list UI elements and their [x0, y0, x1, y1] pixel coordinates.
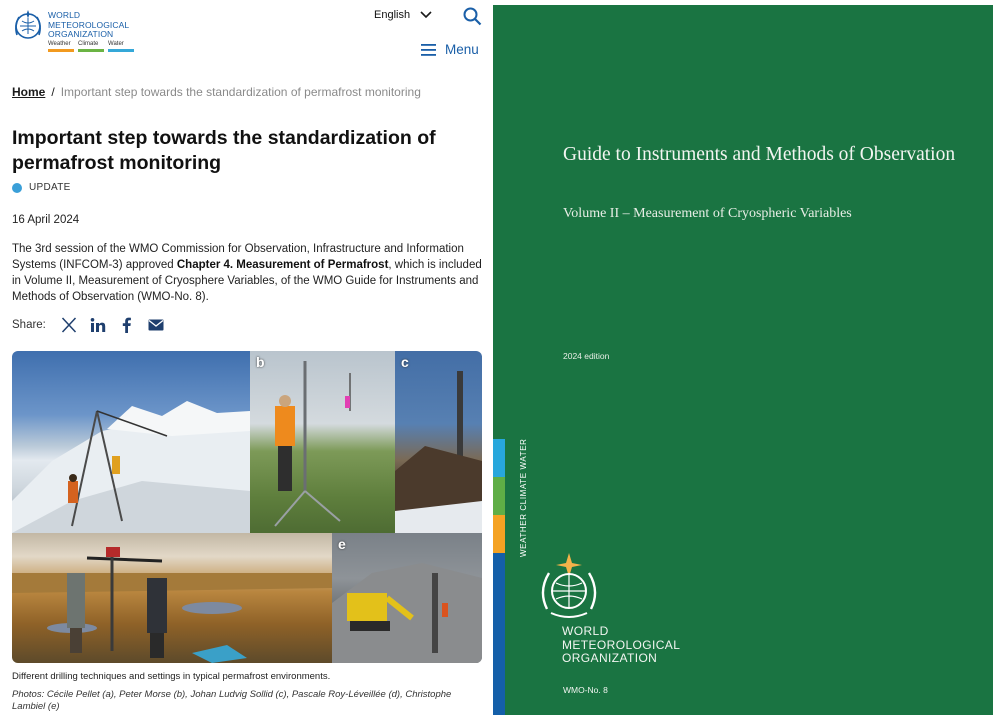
share-facebook-button[interactable] [118, 316, 136, 334]
photo-collage[interactable] [12, 351, 482, 663]
wmo-logo[interactable] [12, 7, 142, 53]
photo-c-drill-rig [395, 351, 482, 533]
article-title: Important step towards the standardization of permafrost monitoring [12, 127, 436, 174]
menu-label: Menu [445, 42, 479, 57]
photo-b-tundra-drilling [250, 351, 395, 533]
cover-band-blue [493, 553, 505, 715]
share-label: Share: [12, 319, 46, 331]
chapter-link: Chapter 4. Measurement of Permafrost [176, 259, 389, 271]
cover-edition: 2024 edition [563, 351, 610, 361]
cover-vertical-tagline: WEATHER CLIMATE WATER [519, 438, 528, 557]
cover-org-name: WORLD METEOROLOGICAL ORGANIZATION [562, 624, 681, 665]
share-x-button[interactable] [60, 316, 78, 334]
photo-d-scene [12, 533, 332, 663]
logo-tag-weather: Weather [48, 41, 74, 52]
logo-tagline [48, 41, 134, 52]
share-linkedin-button[interactable] [89, 316, 107, 334]
cover-band-water [493, 439, 505, 477]
photo-a-alpine-drilling [12, 351, 250, 533]
photo-label-e: e [338, 536, 346, 552]
cover-title: Guide to Instruments and Methods of Observation [563, 144, 956, 165]
cover-subtitle: Volume II – Measurement of Cryospheric Variables [563, 206, 852, 221]
article-date: 16 April 2024 [12, 214, 80, 226]
logo-tag-climate: Climate [78, 41, 104, 52]
wmo-emblem-icon [537, 553, 601, 621]
breadcrumb-current: Important step towards the standardization of permafrost monitoring [60, 85, 421, 99]
cover-band-climate [493, 477, 505, 515]
photo-e-excavator [332, 533, 482, 663]
photo-label-c: c [401, 354, 409, 370]
x-icon [61, 317, 77, 333]
share-bar [12, 316, 176, 334]
facebook-icon [119, 317, 135, 333]
photo-b-scene [250, 351, 395, 533]
language-selector[interactable] [374, 9, 432, 21]
cover-band-weather [493, 515, 505, 553]
logo-wordmark: WORLD METEOROLOGICAL ORGANIZATION [48, 10, 130, 39]
tag-dot-icon [12, 183, 22, 193]
web-page [0, 0, 492, 718]
photo-credits: Photos: Cécile Pellet (a), Peter Morse (b), Johan Ludvig Sollid (c), Pascale Roy-Léveillée (d), Christophe Lambiel (e) [12, 689, 452, 712]
photo-a-scene [12, 351, 250, 533]
search-icon[interactable] [462, 6, 482, 26]
breadcrumb-separator: / [51, 85, 55, 99]
photo-c-scene [395, 351, 482, 533]
share-email-button[interactable] [147, 316, 165, 334]
logo-tag-water: Water [108, 41, 134, 52]
breadcrumb-home-link[interactable]: Home [12, 85, 46, 99]
hamburger-icon [421, 44, 436, 56]
cover-publication-number: WMO-No. 8 [563, 685, 608, 695]
wmo-emblem-icon [12, 9, 44, 41]
linkedin-icon [90, 317, 106, 333]
photo-caption: Different drilling techniques and settings in typical permafrost environments. [12, 671, 331, 682]
article-body: The 3rd session of the WMO Commission for Observation, Infrastructure and Information Systems (INFCOM-3) approved Chapter 4. Measurement of Permafrost, which is included in Volume II, Measurement of Cryosphere Variables, of the WMO Guide for Instruments and Methods of Observation (WMO-No. 8). [12, 243, 482, 303]
chevron-down-icon [420, 11, 432, 19]
email-icon [148, 317, 164, 333]
article-tag[interactable] [12, 182, 71, 193]
tag-label: UPDATE [29, 182, 71, 193]
photo-label-b: b [256, 354, 265, 370]
photo-e-scene [332, 533, 482, 663]
guide-cover[interactable] [493, 5, 993, 715]
photo-d-peatland-drilling [12, 533, 332, 663]
menu-button[interactable] [421, 42, 479, 57]
breadcrumb [12, 85, 421, 99]
language-label: English [374, 9, 411, 21]
